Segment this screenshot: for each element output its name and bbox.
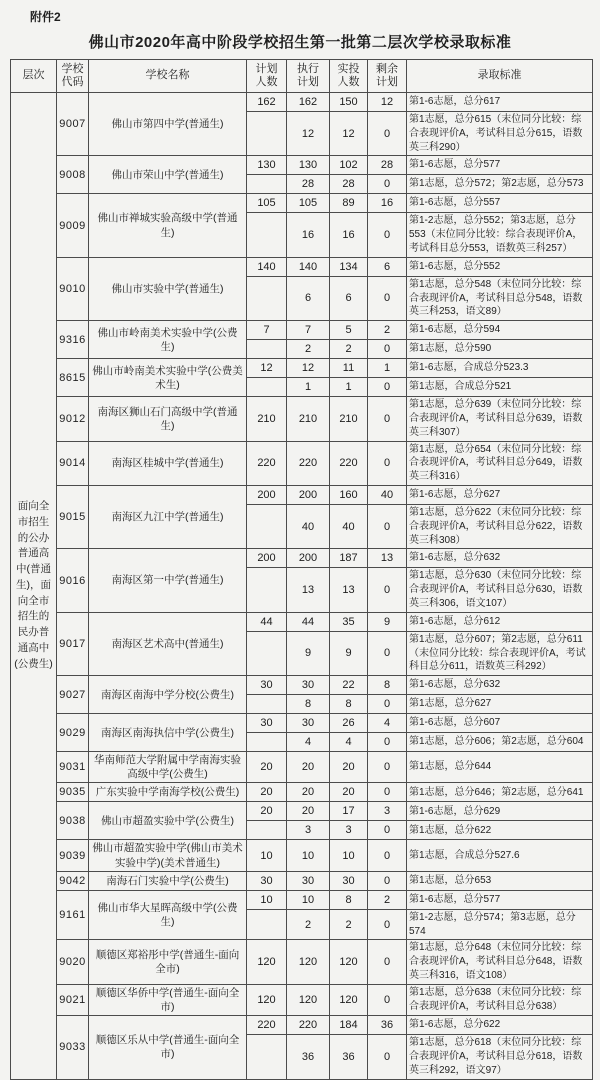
- school-name: 南海石门实验中学(公费生): [89, 871, 247, 890]
- admission-standard-cell: 第1-6志愿，总分627: [407, 485, 593, 504]
- plan-count-cell: 140: [247, 257, 287, 276]
- remain-count-cell: 0: [368, 175, 407, 194]
- admission-standard-cell: 第1-6志愿，总分577: [407, 890, 593, 909]
- exec-count-cell: 140: [287, 257, 330, 276]
- exec-count-cell: 220: [287, 1016, 330, 1035]
- plan-count-cell: 220: [247, 1016, 287, 1035]
- admission-standards-table: [10, 59, 593, 1080]
- admission-standard-cell: 第1志愿，总分618（末位同分比较：综合表现评价A，考试科目总分618，语数英三科292，语文97）: [407, 1035, 593, 1079]
- actual-count-cell: 184: [330, 1016, 368, 1035]
- plan-count-cell: 210: [247, 397, 287, 441]
- plan-count-cell: [247, 733, 287, 752]
- table-row: [11, 940, 593, 984]
- actual-count-cell: 220: [330, 441, 368, 485]
- exec-count-cell: 130: [287, 156, 330, 175]
- school-name: 佛山市禅城实验高级中学(普通生): [89, 194, 247, 257]
- table-row: [11, 871, 593, 890]
- table-row: [11, 984, 593, 1015]
- admission-standard-cell: 第1-2志愿，总分574；第3志愿，总分574: [407, 909, 593, 940]
- school-code: 9039: [57, 840, 89, 871]
- admission-standard-cell: 第1志愿，总分630（末位同分比较：综合表现评价A，考试科目总分630，语数英三科306，语文107）: [407, 568, 593, 612]
- school-name: 佛山市超盈实验中学(公费生): [89, 802, 247, 840]
- exec-count-cell: 2: [287, 340, 330, 359]
- actual-count-cell: 20: [330, 783, 368, 802]
- table-row: [11, 840, 593, 871]
- school-code: 9016: [57, 549, 89, 612]
- school-name: 广东实验中学南海学校(公费生): [89, 783, 247, 802]
- exec-count-cell: 12: [287, 359, 330, 378]
- admission-standard-cell: 第1志愿，总分627: [407, 695, 593, 714]
- actual-count-cell: 120: [330, 940, 368, 984]
- school-code: 9316: [57, 321, 89, 359]
- header-row: [11, 60, 593, 93]
- admission-standard-cell: 第1志愿，总分590: [407, 340, 593, 359]
- school-name: 南海区狮山石门高级中学(普通生): [89, 397, 247, 441]
- remain-count-cell: 12: [368, 93, 407, 112]
- admission-standard-cell: 第1志愿，总分622（末位同分比较：综合表现评价A，考试科目总分622，语数英三科308）: [407, 504, 593, 548]
- header-plan-count-label: 计划人数: [255, 62, 278, 88]
- remain-count-cell: 9: [368, 612, 407, 631]
- table-row: [11, 194, 593, 213]
- header-level: [11, 60, 57, 93]
- actual-count-cell: 5: [330, 321, 368, 340]
- school-name: 佛山市实验中学(普通生): [89, 257, 247, 320]
- plan-count-cell: [247, 175, 287, 194]
- exec-count-cell: 44: [287, 612, 330, 631]
- table-row: [11, 802, 593, 821]
- school-code: 9012: [57, 397, 89, 441]
- plan-count-cell: 120: [247, 940, 287, 984]
- remain-count-cell: 0: [368, 441, 407, 485]
- actual-count-cell: 20: [330, 752, 368, 783]
- school-name: 南海区第一中学(普通生): [89, 549, 247, 612]
- exec-count-cell: 4: [287, 733, 330, 752]
- plan-count-cell: 20: [247, 783, 287, 802]
- plan-count-cell: 220: [247, 441, 287, 485]
- exec-count-cell: 12: [287, 112, 330, 156]
- school-name: 华南师范大学附属中学南海实验高级中学(公费生): [89, 752, 247, 783]
- school-code: 9038: [57, 802, 89, 840]
- exec-count-cell: 10: [287, 890, 330, 909]
- exec-count-cell: 200: [287, 485, 330, 504]
- plan-count-cell: 10: [247, 890, 287, 909]
- plan-count-cell: [247, 695, 287, 714]
- table-row: [11, 549, 593, 568]
- exec-count-cell: 10: [287, 840, 330, 871]
- plan-count-cell: [247, 112, 287, 156]
- remain-count-cell: 0: [368, 213, 407, 257]
- exec-count-cell: 3: [287, 821, 330, 840]
- exec-count-cell: 162: [287, 93, 330, 112]
- exec-count-cell: 30: [287, 676, 330, 695]
- table-row: [11, 397, 593, 441]
- school-code: 9020: [57, 940, 89, 984]
- remain-count-cell: 0: [368, 504, 407, 548]
- table-row: [11, 441, 593, 485]
- school-code: 9029: [57, 714, 89, 752]
- remain-count-cell: 0: [368, 984, 407, 1015]
- exec-count-cell: 30: [287, 871, 330, 890]
- plan-count-cell: [247, 821, 287, 840]
- plan-count-cell: 20: [247, 752, 287, 783]
- actual-count-cell: 210: [330, 397, 368, 441]
- remain-count-cell: 0: [368, 821, 407, 840]
- exec-count-cell: 9: [287, 631, 330, 675]
- plan-count-cell: [247, 568, 287, 612]
- remain-count-cell: 13: [368, 549, 407, 568]
- actual-count-cell: 1: [330, 378, 368, 397]
- table-row: [11, 93, 593, 112]
- plan-count-cell: [247, 504, 287, 548]
- actual-count-cell: 160: [330, 485, 368, 504]
- table-row: [11, 156, 593, 175]
- remain-count-cell: 0: [368, 733, 407, 752]
- header-school-name: [89, 60, 247, 93]
- school-name: 顺德区乐从中学(普通生-面向全市): [89, 1016, 247, 1079]
- remain-count-cell: 16: [368, 194, 407, 213]
- school-code: 9017: [57, 612, 89, 675]
- table-row: [11, 257, 593, 276]
- school-code: 9031: [57, 752, 89, 783]
- exec-count-cell: 105: [287, 194, 330, 213]
- plan-count-cell: [247, 1035, 287, 1079]
- exec-count-cell: 7: [287, 321, 330, 340]
- school-name: 南海区九江中学(普通生): [89, 485, 247, 548]
- school-code: 9007: [57, 93, 89, 156]
- header-admission-standard: [407, 60, 593, 93]
- table-row: [11, 321, 593, 340]
- admission-standard-cell: 第1-6志愿，总分557: [407, 194, 593, 213]
- admission-standard-cell: 第1-6志愿，总分622: [407, 1016, 593, 1035]
- exec-count-cell: 30: [287, 714, 330, 733]
- remain-count-cell: 28: [368, 156, 407, 175]
- actual-count-cell: 187: [330, 549, 368, 568]
- actual-count-cell: 12: [330, 112, 368, 156]
- remain-count-cell: 0: [368, 909, 407, 940]
- remain-count-cell: 0: [368, 340, 407, 359]
- school-code: 9015: [57, 485, 89, 548]
- exec-count-cell: 20: [287, 802, 330, 821]
- header-remain-plan: [368, 60, 407, 93]
- table-row: [11, 676, 593, 695]
- actual-count-cell: 10: [330, 840, 368, 871]
- exec-count-cell: 16: [287, 213, 330, 257]
- remain-count-cell: 0: [368, 631, 407, 675]
- exec-count-cell: 220: [287, 441, 330, 485]
- table-row: [11, 890, 593, 909]
- exec-count-cell: 13: [287, 568, 330, 612]
- plan-count-cell: 44: [247, 612, 287, 631]
- header-school-code-label: 学校代码: [61, 62, 84, 88]
- actual-count-cell: 2: [330, 340, 368, 359]
- actual-count-cell: 40: [330, 504, 368, 548]
- school-code: 9042: [57, 871, 89, 890]
- remain-count-cell: 4: [368, 714, 407, 733]
- plan-count-cell: [247, 909, 287, 940]
- remain-count-cell: 0: [368, 940, 407, 984]
- school-name: 顺德区华侨中学(普通生-面向全市): [89, 984, 247, 1015]
- school-code: 8615: [57, 359, 89, 397]
- header-school-code: [57, 60, 89, 93]
- actual-count-cell: 13: [330, 568, 368, 612]
- school-code: 9161: [57, 890, 89, 940]
- school-name: 佛山市华大星晖高级中学(公费生): [89, 890, 247, 940]
- actual-count-cell: 9: [330, 631, 368, 675]
- exec-count-cell: 20: [287, 752, 330, 783]
- admission-standard-cell: 第1-2志愿，总分552；第3志愿，总分553（末位同分比较：综合表现评价A，考试科目总分553，语数英三科257）: [407, 213, 593, 257]
- admission-standard-cell: 第1志愿，总分622: [407, 821, 593, 840]
- plan-count-cell: 200: [247, 485, 287, 504]
- actual-count-cell: 134: [330, 257, 368, 276]
- remain-count-cell: 0: [368, 568, 407, 612]
- plan-count-cell: [247, 631, 287, 675]
- school-code: 9021: [57, 984, 89, 1015]
- actual-count-cell: 89: [330, 194, 368, 213]
- exec-count-cell: 40: [287, 504, 330, 548]
- exec-count-cell: 120: [287, 940, 330, 984]
- header-plan-count: [247, 60, 287, 93]
- plan-count-cell: 30: [247, 871, 287, 890]
- plan-count-cell: 7: [247, 321, 287, 340]
- school-name: 佛山市荣山中学(普通生): [89, 156, 247, 194]
- header-actual-count-label: 实投人数: [337, 62, 360, 88]
- plan-count-cell: 30: [247, 676, 287, 695]
- actual-count-cell: 17: [330, 802, 368, 821]
- plan-count-cell: 12: [247, 359, 287, 378]
- exec-count-cell: 210: [287, 397, 330, 441]
- school-code: 9033: [57, 1016, 89, 1079]
- table-row: [11, 752, 593, 783]
- admission-standard-cell: 第1志愿，总分648（末位同分比较：综合表现评价A，考试科目总分648，语数英三科316，语文108）: [407, 940, 593, 984]
- admission-standard-cell: 第1-6志愿，总分594: [407, 321, 593, 340]
- admission-standard-cell: 第1-6志愿，总分552: [407, 257, 593, 276]
- exec-count-cell: 6: [287, 276, 330, 320]
- admission-standard-cell: 第1-6志愿，总分577: [407, 156, 593, 175]
- school-name: 佛山市岭南美术实验中学(公费生): [89, 321, 247, 359]
- actual-count-cell: 6: [330, 276, 368, 320]
- table-row: [11, 1016, 593, 1035]
- exec-count-cell: 200: [287, 549, 330, 568]
- plan-count-cell: 20: [247, 802, 287, 821]
- school-code: 9035: [57, 783, 89, 802]
- school-name: 佛山市岭南美术实验中学(公费美术生): [89, 359, 247, 397]
- table-row: [11, 612, 593, 631]
- actual-count-cell: 36: [330, 1035, 368, 1079]
- exec-count-cell: 2: [287, 909, 330, 940]
- actual-count-cell: 35: [330, 612, 368, 631]
- school-name: 南海区南海中学分校(公费生): [89, 676, 247, 714]
- table-row: [11, 359, 593, 378]
- header-school-name-label: 学校名称: [145, 69, 190, 82]
- remain-count-cell: 0: [368, 1035, 407, 1079]
- admission-standard-cell: 第1志愿，总分606；第2志愿，总分604: [407, 733, 593, 752]
- actual-count-cell: 30: [330, 871, 368, 890]
- admission-standard-cell: 第1-6志愿，总分632: [407, 676, 593, 695]
- admission-standard-cell: 第1-6志愿，总分632: [407, 549, 593, 568]
- table-body: [11, 93, 593, 1080]
- exec-count-cell: 20: [287, 783, 330, 802]
- actual-count-cell: 11: [330, 359, 368, 378]
- plan-count-cell: [247, 213, 287, 257]
- header-actual-count: [330, 60, 368, 93]
- remain-count-cell: 8: [368, 676, 407, 695]
- remain-count-cell: 0: [368, 783, 407, 802]
- school-name: 南海区南海执信中学(公费生): [89, 714, 247, 752]
- school-code: 9027: [57, 676, 89, 714]
- admission-standard-cell: 第1志愿，总分607；第2志愿，总分611（末位同分比较：综合表现评价A，考试科目总分611，语数英三科292）: [407, 631, 593, 675]
- school-code: 9008: [57, 156, 89, 194]
- plan-count-cell: 105: [247, 194, 287, 213]
- plan-count-cell: [247, 340, 287, 359]
- plan-count-cell: 10: [247, 840, 287, 871]
- remain-count-cell: 2: [368, 321, 407, 340]
- admission-standard-cell: 第1志愿，合成总分527.6: [407, 840, 593, 871]
- header-level-label: 层次: [22, 69, 45, 82]
- plan-count-cell: 200: [247, 549, 287, 568]
- remain-count-cell: 2: [368, 890, 407, 909]
- admission-standard-cell: 第1志愿，总分615（末位同分比较：综合表现评价A，考试科目总分615，语数英三科290）: [407, 112, 593, 156]
- admission-standard-cell: 第1志愿，总分639（末位同分比较：综合表现评价A，考试科目总分639，语数英三科307）: [407, 397, 593, 441]
- exec-count-cell: 1: [287, 378, 330, 397]
- school-code: 9014: [57, 441, 89, 485]
- header-exec-plan: [287, 60, 330, 93]
- remain-count-cell: 6: [368, 257, 407, 276]
- admission-standard-cell: 第1志愿，总分548（末位同分比较：综合表现评价A，考试科目总分548，语数英三科253，语文89）: [407, 276, 593, 320]
- school-name: 南海区桂城中学(普通生): [89, 441, 247, 485]
- actual-count-cell: 150: [330, 93, 368, 112]
- admission-standard-cell: 第1-6志愿，总分607: [407, 714, 593, 733]
- remain-count-cell: 0: [368, 840, 407, 871]
- remain-count-cell: 0: [368, 871, 407, 890]
- actual-count-cell: 4: [330, 733, 368, 752]
- plan-count-cell: [247, 276, 287, 320]
- remain-count-cell: 0: [368, 752, 407, 783]
- remain-count-cell: 0: [368, 112, 407, 156]
- remain-count-cell: 0: [368, 695, 407, 714]
- page-title: 佛山市2020年高中阶段学校招生第一批第二层次学校录取标准: [88, 34, 512, 51]
- header-remain-plan-label: 剩余计划: [375, 62, 398, 88]
- actual-count-cell: 3: [330, 821, 368, 840]
- admission-standard-cell: 第1-6志愿，总分629: [407, 802, 593, 821]
- school-name: 南海区艺术高中(普通生): [89, 612, 247, 675]
- admission-standard-cell: 第1-6志愿，总分612: [407, 612, 593, 631]
- plan-count-cell: 130: [247, 156, 287, 175]
- header-exec-plan-label: 执行计划: [296, 62, 319, 88]
- actual-count-cell: 102: [330, 156, 368, 175]
- level-cell: 面向全市招生的公办普通高中(普通生)，面向全市招生的民办普通高中(公费生): [11, 93, 57, 1080]
- exec-count-cell: 36: [287, 1035, 330, 1079]
- table-row: [11, 714, 593, 733]
- school-code: 9009: [57, 194, 89, 257]
- table-row: [11, 485, 593, 504]
- actual-count-cell: 8: [330, 890, 368, 909]
- school-name: 佛山市第四中学(普通生): [89, 93, 247, 156]
- admission-standard-cell: 第1志愿，总分653: [407, 871, 593, 890]
- remain-count-cell: 0: [368, 378, 407, 397]
- remain-count-cell: 3: [368, 802, 407, 821]
- remain-count-cell: 36: [368, 1016, 407, 1035]
- plan-count-cell: [247, 378, 287, 397]
- actual-count-cell: 28: [330, 175, 368, 194]
- plan-count-cell: 30: [247, 714, 287, 733]
- header-admission-standard-label: 录取标准: [477, 69, 522, 82]
- actual-count-cell: 8: [330, 695, 368, 714]
- remain-count-cell: 40: [368, 485, 407, 504]
- admission-standard-cell: 第1-6志愿，合成总分523.3: [407, 359, 593, 378]
- actual-count-cell: 16: [330, 213, 368, 257]
- actual-count-cell: 26: [330, 714, 368, 733]
- exec-count-cell: 120: [287, 984, 330, 1015]
- admission-standard-cell: 第1志愿，合成总分521: [407, 378, 593, 397]
- remain-count-cell: 0: [368, 276, 407, 320]
- admission-standard-cell: 第1志愿，总分646；第2志愿，总分641: [407, 783, 593, 802]
- plan-count-cell: 162: [247, 93, 287, 112]
- exec-count-cell: 28: [287, 175, 330, 194]
- actual-count-cell: 22: [330, 676, 368, 695]
- remain-count-cell: 0: [368, 397, 407, 441]
- actual-count-cell: 2: [330, 909, 368, 940]
- admission-standard-cell: 第1-6志愿，总分617: [407, 93, 593, 112]
- admission-standard-cell: 第1志愿，总分638（末位同分比较：综合表现评价A，考试科目总分638）: [407, 984, 593, 1015]
- admission-standard-cell: 第1志愿，总分572；第2志愿，总分573: [407, 175, 593, 194]
- school-code: 9010: [57, 257, 89, 320]
- plan-count-cell: 120: [247, 984, 287, 1015]
- table-row: [11, 783, 593, 802]
- attachment-label: 附件2: [30, 10, 61, 24]
- school-name: 顺德区郑裕彤中学(普通生-面向全市): [89, 940, 247, 984]
- actual-count-cell: 120: [330, 984, 368, 1015]
- school-name: 佛山市超盈实验中学(佛山市美术实验中学)(美术普通生): [89, 840, 247, 871]
- admission-standard-cell: 第1志愿，总分654（末位同分比较：综合表现评价A，考试科目总分649，语数英三科316）: [407, 441, 593, 485]
- admission-standard-cell: 第1志愿，总分644: [407, 752, 593, 783]
- exec-count-cell: 8: [287, 695, 330, 714]
- remain-count-cell: 1: [368, 359, 407, 378]
